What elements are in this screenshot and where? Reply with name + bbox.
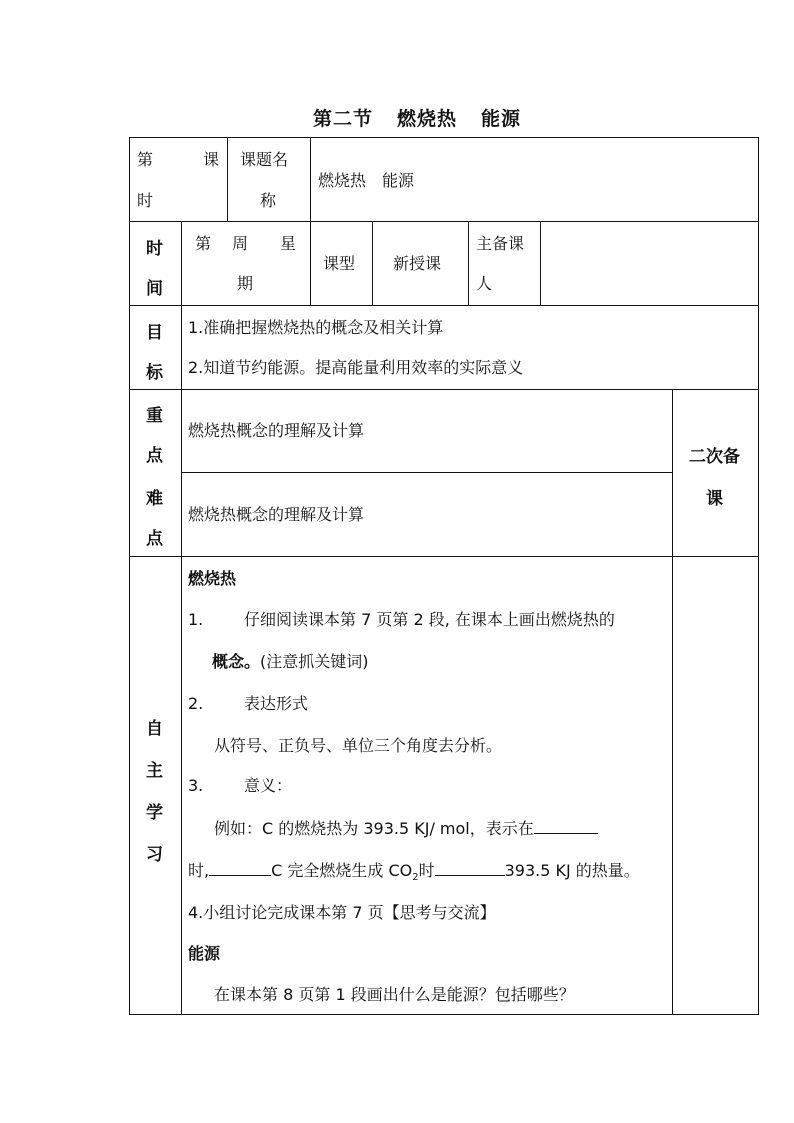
topic-label-line2: 称	[260, 191, 277, 210]
example-text-d: 时	[418, 861, 435, 880]
item3-text: 意义：	[244, 776, 293, 795]
key-point-label-1: 重	[146, 406, 163, 426]
topic-value: 燃烧热 能源	[318, 171, 415, 190]
second-prep-line1: 二次备	[689, 447, 740, 467]
week-label-zhou: 周	[232, 234, 249, 253]
difficulty-label-1: 难	[146, 489, 163, 509]
week-label-di: 第	[195, 234, 212, 253]
item4-text: 4.小组讨论完成课本第 7 页【思考与交流】	[188, 903, 496, 922]
item1-concept: 概念。	[212, 652, 261, 671]
difficulty-text: 燃烧热概念的理解及计算	[188, 505, 365, 524]
item1-note: (注意抓关键词)	[260, 652, 369, 671]
item3-number: 3.	[188, 776, 204, 795]
goals-label-2: 标	[146, 363, 163, 383]
second-prep-line2: 课	[706, 489, 723, 509]
heading-energy: 能源	[188, 944, 221, 963]
item2-text: 表达形式	[244, 694, 309, 713]
key-point-label-2: 点	[146, 446, 163, 466]
answer-blank-1[interactable]	[534, 816, 598, 834]
time-label-2: 间	[146, 279, 163, 299]
class-type-value: 新授课	[393, 254, 442, 273]
example-text-a: 例如：C 的燃烧热为 393.5 KJ/ mol，表示在	[214, 819, 534, 838]
time-label-1: 时	[146, 239, 163, 259]
energy-text: 在课本第 8 页第 1 段画出什么是能源？包括哪些？	[214, 985, 575, 1004]
heading-combustion-heat: 燃烧热	[188, 569, 237, 588]
item1-number: 1.	[188, 610, 204, 629]
example-text-e: 393.5 KJ 的热量。	[504, 861, 640, 880]
difficulty-label-2: 点	[146, 529, 163, 549]
goal-item-1: 1.准确把握燃烧热的概念及相关计算	[188, 318, 444, 337]
self-study-label-2: 主	[146, 761, 163, 781]
teacher-label-line2: 人	[476, 274, 493, 293]
period-label-line1-right: 课	[203, 150, 220, 169]
title-topic-2: 能源	[481, 108, 522, 130]
goals-label-1: 目	[146, 323, 163, 343]
page-title	[0, 104, 794, 131]
example-line1	[214, 809, 598, 849]
self-study-label-1: 自	[146, 719, 163, 739]
answer-blank-3[interactable]	[435, 858, 505, 876]
self-study-label-3: 学	[146, 803, 163, 823]
item2-number: 2.	[188, 694, 204, 713]
title-section: 第二节	[312, 108, 373, 130]
class-type-label: 课型	[323, 254, 356, 273]
example-subscript: 2	[412, 872, 419, 884]
goal-item-2: 2.知道节约能源。提高能量利用效率的实际意义	[188, 358, 524, 377]
teacher-label-line1: 主备课	[476, 234, 525, 253]
answer-blank-2[interactable]	[209, 858, 271, 876]
week-label-qi: 期	[237, 274, 254, 293]
item1-text: 仔细阅读课本第 7 页第 2 段, 在课本上画出燃烧热的	[244, 610, 615, 629]
topic-label-line1: 课题名	[240, 150, 289, 169]
example-text-c: C 完全燃烧生成 CO	[271, 861, 413, 880]
self-study-label-4: 习	[146, 845, 163, 865]
key-point-text: 燃烧热概念的理解及计算	[188, 421, 365, 440]
period-label-line2: 时	[137, 191, 154, 210]
example-line2	[188, 851, 640, 898]
period-label-line1-left: 第	[137, 150, 154, 169]
item1-continuation	[212, 642, 369, 682]
item2-detail: 从符号、正负号、单位三个角度去分析。	[214, 736, 503, 755]
week-label-xing: 星	[280, 234, 297, 253]
example-text-b: 时,	[188, 861, 210, 880]
title-topic-1: 燃烧热	[396, 108, 457, 130]
